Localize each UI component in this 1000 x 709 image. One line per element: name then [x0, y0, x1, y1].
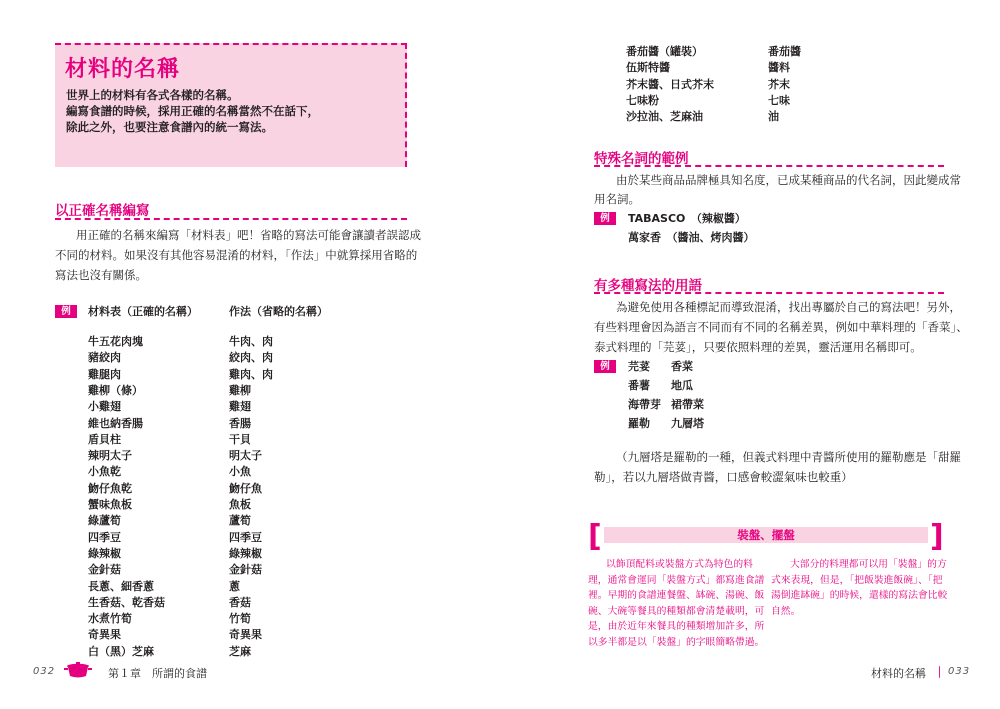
table-cell-correct: 魩仔魚乾 [88, 481, 132, 495]
table-cell-correct: 豬絞肉 [88, 351, 121, 365]
table-cell-correct: 維也納香腸 [88, 416, 143, 430]
table-cell-correct: 小雞翅 [88, 400, 121, 414]
table-cell-short: 四季豆 [229, 530, 262, 544]
table-cell-short: 芥末 [768, 77, 790, 91]
close-bracket: ] [930, 519, 944, 554]
table-cell-short: 雞柳 [229, 383, 251, 397]
synonym-b: 香菜 [671, 360, 693, 373]
box-text-line: 大部分的料理都可以用「裝盤」的方 [790, 559, 947, 570]
table-cell-short: 牛肉、肉 [229, 335, 273, 348]
table-cell-short: 蔥 [229, 579, 240, 593]
intro-title: 材料的名稱 [65, 57, 181, 82]
table-cell-correct: 水煮竹筍 [88, 612, 132, 626]
section-divider [55, 218, 407, 220]
synonym-a: 海帶芽 [628, 398, 661, 411]
box-text-line: 自然。 [771, 605, 801, 617]
table-cell-correct: 金針菇 [88, 563, 121, 577]
box-title: 裝盤、擺盤 [737, 528, 795, 542]
synonym-b: 裙帶菜 [671, 398, 704, 411]
table-cell-short: 魚板 [229, 498, 251, 511]
table-cell-correct: 盾貝柱 [88, 432, 121, 446]
table-cell-correct: 伍斯特醬 [626, 61, 670, 75]
table-cell-short: 蘆筍 [229, 514, 251, 528]
section-divider [594, 165, 944, 167]
box-text-line: 以飾頂配料或裝盤方式為特色的料 [606, 559, 753, 570]
intro-line: 世界上的材料有各式各樣的名稱。 [66, 88, 239, 102]
table-cell-correct: 七味粉 [626, 93, 659, 107]
table-cell-short: 雞翅 [229, 400, 251, 414]
section-heading: 有多種寫法的用語 [594, 278, 702, 294]
box-text-line: 以多半都是以「裝盤」的字眼簡略帶過。 [588, 636, 765, 648]
chapter-label: 第１章 所謂的食譜 [108, 667, 207, 680]
paragraph-line: 泰式料理的「芫荽」，只要依照料理的差異，靈活運用名稱即可。 [594, 340, 922, 354]
table-cell-correct: 番茄醬（罐裝） [626, 45, 703, 58]
synonym-a: 芫荽 [628, 360, 650, 373]
table-cell-correct: 沙拉油、芝麻油 [626, 110, 703, 124]
paragraph-line: 由於某些商品品牌極具知名度，已成某種商品的代名詞，因此變成常 [616, 173, 961, 187]
paragraph-line: 用名詞。 [594, 192, 640, 206]
paragraph-line: 為避免使用各種標記而導致混淆，找出專屬於自己的寫法吧！另外， [616, 300, 961, 314]
paragraph-line: 寫法也沒有關係。 [55, 268, 147, 282]
table-cell-short: 醬料 [768, 61, 790, 75]
box-text-line: 裡。早期的食譜連餐盤、缽碗、湯碗、飯 [588, 590, 765, 601]
col-header-correct: 材料表（正確的名稱） [88, 305, 198, 318]
section-heading: 以正確名稱編寫 [55, 203, 150, 219]
right-page-number: 033 [948, 666, 971, 677]
table-cell-short: 干貝 [229, 432, 251, 446]
table-cell-short: 香菇 [229, 595, 251, 609]
table-cell-correct: 辣明太子 [88, 449, 132, 463]
brand-example: 萬家香 （醬油、烤肉醬） [628, 231, 755, 244]
table-cell-short: 絞肉、肉 [229, 351, 273, 365]
footer-separator: ｜ [934, 666, 945, 679]
table-cell-correct: 蟹味魚板 [88, 498, 132, 511]
note-line: 勒」，若以九層塔做青醬，口感會較澀氣味也較重） [594, 470, 853, 484]
table-cell-short: 小魚 [229, 465, 251, 479]
box-text-line: 碗、大碗等餐具的種類都會清楚載明，可 [588, 605, 765, 617]
table-cell-short: 番茄醬 [768, 45, 801, 58]
table-cell-short: 香腸 [229, 416, 251, 430]
brand-example: TABASCO （辣椒醬） [628, 212, 746, 225]
box-text-line: 是，由於近年來餐具的種類增加許多，所 [588, 621, 765, 632]
table-cell-correct: 雞柳（條） [88, 383, 143, 397]
table-cell-short: 奇異果 [229, 628, 262, 642]
box-text-line: 湯倒進缽碗」的時候，還樣的寫法會比較 [771, 590, 948, 601]
table-cell-short: 雞肉、肉 [229, 367, 273, 381]
synonym-a: 羅勒 [628, 417, 650, 430]
paragraph-line: 有些料理會因為語言不同而有不同的名稱差異，例如中華料理的「香菜」、 [594, 320, 968, 334]
table-cell-correct: 雞腿肉 [88, 367, 121, 381]
left-page-number: 032 [33, 666, 56, 677]
intro-line: 編寫食譜的時候，採用正確的名稱當然不在話下， [66, 104, 319, 118]
col-header-short: 作法（省略的名稱） [229, 305, 328, 318]
table-cell-short: 油 [768, 110, 779, 124]
table-cell-short: 明太子 [229, 449, 262, 463]
table-cell-short: 魩仔魚 [229, 481, 262, 495]
example-tag: 例 [594, 212, 616, 225]
table-cell-correct: 白（黑）芝麻 [88, 644, 154, 658]
paragraph-line: 不同的材料。如果沒有其他容易混淆的材料，「作法」中就算採用省略的 [55, 248, 418, 262]
table-cell-short: 金針菇 [229, 563, 262, 577]
box-text-line: 式來表現，但是，「把飯裝進飯碗」、「把 [771, 574, 943, 586]
table-cell-correct: 奇異果 [88, 628, 121, 642]
synonym-a: 番薯 [628, 379, 650, 392]
example-tag: 例 [594, 360, 616, 373]
box-text-line: 理，通常會運同「裝盤方式」都寫進食譜 [588, 574, 765, 586]
example-tag: 例 [55, 305, 77, 318]
pot-icon [64, 660, 92, 680]
table-cell-correct: 小魚乾 [88, 465, 121, 479]
running-title: 材料的名稱 [871, 667, 926, 680]
synonym-b: 地瓜 [671, 379, 693, 392]
table-cell-short: 綠辣椒 [229, 546, 262, 560]
table-cell-correct: 牛五花肉塊 [88, 335, 143, 348]
paragraph-line: 用正確的名稱來編寫「材料表」吧！省略的寫法可能會讓讀者誤認成 [76, 228, 421, 242]
table-cell-correct: 綠辣椒 [88, 546, 121, 560]
open-bracket: [ [588, 519, 602, 554]
section-heading: 特殊名詞的範例 [594, 151, 689, 167]
table-cell-correct: 長蔥、細香蔥 [88, 579, 154, 593]
table-cell-correct: 芥末醬、日式芥末 [626, 77, 714, 91]
intro-line: 除此之外，也要注意食譜內的統一寫法。 [66, 120, 273, 134]
table-cell-correct: 四季豆 [88, 530, 121, 544]
table-cell-correct: 生香菇、乾香菇 [88, 595, 165, 609]
table-cell-correct: 綠蘆筍 [88, 514, 121, 528]
table-cell-short: 芝麻 [229, 644, 251, 658]
table-cell-short: 竹筍 [229, 612, 251, 626]
section-divider [594, 292, 944, 294]
synonym-b: 九層塔 [671, 417, 704, 430]
table-cell-short: 七味 [768, 93, 790, 107]
note-line: （九層塔是羅勒的一種，但義式料理中青醬所使用的羅勒應是「甜羅 [616, 450, 961, 464]
